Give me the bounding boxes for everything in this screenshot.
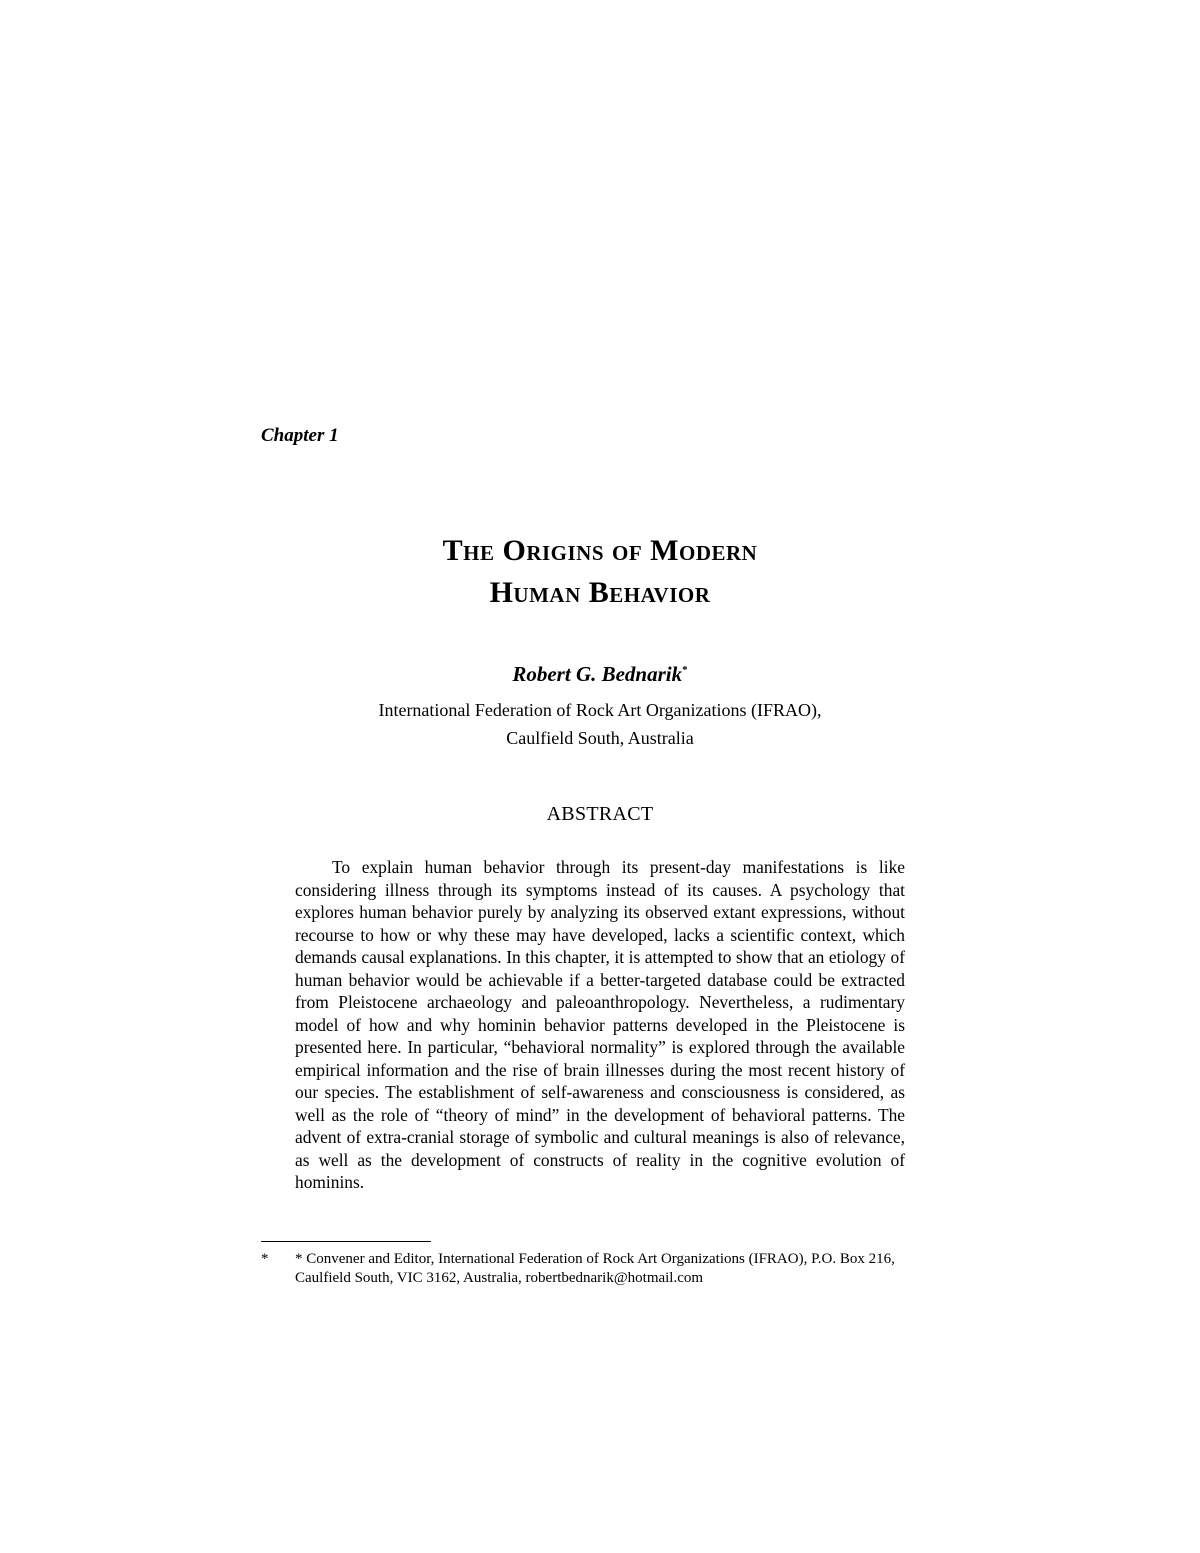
footnote-text: * Convener and Editor, International Federation of Rock Art Organizations (IFRAO), P.O. Box 216, Caulfield South, VIC 3162, Australia, robertbednarik@hotmail.com <box>295 1251 895 1286</box>
author-affiliation <box>0 696 1200 752</box>
chapter-title-line-1: The Origins of Modern <box>442 534 758 567</box>
affiliation-line-2: Caulfield South, Australia <box>506 728 694 748</box>
chapter-title <box>0 530 1200 614</box>
footnote-marker: * <box>261 1251 269 1267</box>
author-name: Robert G. Bednarik <box>512 662 683 686</box>
author <box>0 662 1200 687</box>
abstract-paragraph: To explain human behavior through its present-day manifestations is like considering illness through its symptoms instead of its causes. A psychology that explores human behavior purely by analyzing its observed extant expressions, without recourse to how or why these may have developed, lacks a scientific context, which demands causal explanations. In this chapter, it is attempted to show that an etiology of human behavior would be achievable if a better-targeted database could be extracted from Pleistocene archaeology and paleoanthropology. Nevertheless, a rudimentary model of how and why hominin behavior patterns developed in the Pleistocene is presented here. In particular, “behavioral normality” is explored through the available empirical information and the rise of brain illnesses during the most recent history of our species. The establishment of self-awareness and consciousness is considered, as well as the role of “theory of mind” in the development of behavioral patterns. The advent of extra-cranial storage of symbolic and cultural meanings is also of relevance, as well as the development of constructs of reality in the cognitive evolution of hominins. <box>295 857 905 1192</box>
chapter-label: Chapter 1 <box>261 425 339 446</box>
footnote <box>261 1250 941 1288</box>
chapter-title-line-2: Human Behavior <box>489 576 711 609</box>
footnote-divider <box>261 1241 431 1242</box>
author-footnote-marker: * <box>682 664 688 676</box>
affiliation-line-1: International Federation of Rock Art Organizations (IFRAO), <box>378 700 822 720</box>
abstract-heading: ABSTRACT <box>546 803 654 825</box>
